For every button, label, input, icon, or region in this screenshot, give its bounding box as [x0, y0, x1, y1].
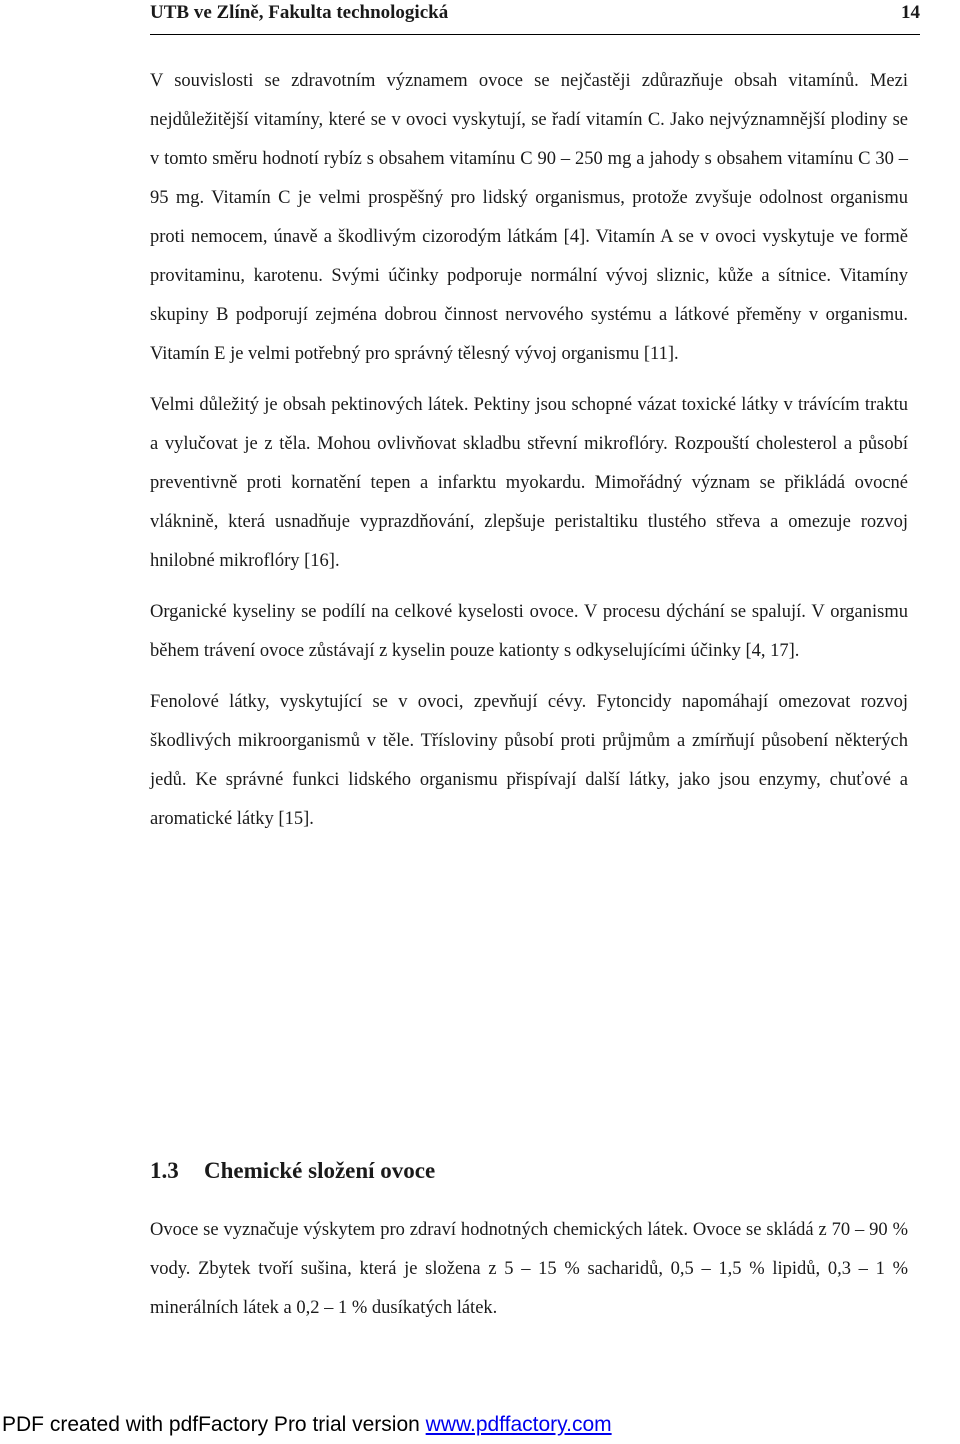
running-header: [150, 0, 920, 35]
footer-text: PDF created with pdfFactory Pro trial version: [2, 1413, 426, 1436]
section-text: [150, 1211, 908, 1328]
paragraph-vitamins: V souvislosti se zdravotním významem ovoce se nejčastěji zdůrazňuje obsah vitamínů. Mezi nejdůležitější vitamíny, které se v ovoci vyskytují, se řadí vitamín C. Jako nejvýznamnější plodiny se v tomto směru hodnotí rybíz s obsahem vitamínu C 90 – 250 mg a jahody s obsahem vitamínu C 30 – 95 mg. Vitamín C je velmi prospěšný pro lidský organismus, protože zvyšuje odolnost organismu proti nemocem, únavě a škodlivým cizorodým látkám [4]. Vitamín A se v ovoci vyskytuje ve formě provitaminu, karotenu. Svými účinky podporuje normální vývoj sliznic, kůže a sítnice. Vitamíny skupiny B podporují zejména dobrou činnost nervového systému a látkové přeměny v organismu. Vitamín E je velmi potřebný pro správný tělesný vývoj organismu [11].: [150, 71, 908, 364]
paragraph-pectins: Velmi důležitý je obsah pektinových látek. Pektiny jsou schopné vázat toxické látky v trávícím traktu a vylučovat je z těla. Mohou ovlivňovat skladbu střevní mikroflóry. Rozpouští cholesterol a působí preventivně proti kornatění tepen a infarktu myokardu. Mimořádný význam se přikládá ovocné vláknině, která usnadňuje vyprazdňování, zlepšuje peristaltiku tlustého střeva a omezuje rozvoj hnilobné mikroflóry [16].: [150, 395, 908, 571]
header-title: UTB ve Zlíně, Fakulta technologická: [150, 2, 449, 23]
pdf-footer: [2, 1413, 612, 1437]
footer-link[interactable]: www.pdffactory.com: [425, 1413, 612, 1436]
section-heading: [150, 1158, 435, 1184]
paragraph-phenolics: Fenolové látky, vyskytující se v ovoci, zpevňují cévy. Fytoncidy napomáhají omezovat rozvoj škodlivých mikroorganismů v těle. Třísloviny působí proti průjmům a zmírňují působení některých jedů. Ke správné funkci lidského organismu přispívají další látky, jako jsou enzymy, chuťové a aromatické látky [15].: [150, 692, 908, 829]
section-number: 1.3: [150, 1158, 179, 1183]
page-number: 14: [901, 2, 920, 23]
paragraph-composition: Ovoce se vyznačuje výskytem pro zdraví hodnotných chemických látek. Ovoce se skládá z 70 – 90 % vody. Zbytek tvoří sušina, která je složena z 5 – 15 % sacharidů, 0,5 – 1,5 % lipidů, 0,3 – 1 % minerálních látek a 0,2 – 1 % dusíkatých látek.: [150, 1220, 908, 1318]
section-title: Chemické složení ovoce: [204, 1158, 436, 1183]
paragraph-organic-acids: Organické kyseliny se podílí na celkové kyselosti ovoce. V procesu dýchání se spalují. V organismu během trávení ovoce zůstávají z kyselin pouze kationty s odkyselujícími účinky [4, 17].: [150, 602, 908, 661]
main-text: [150, 62, 908, 839]
